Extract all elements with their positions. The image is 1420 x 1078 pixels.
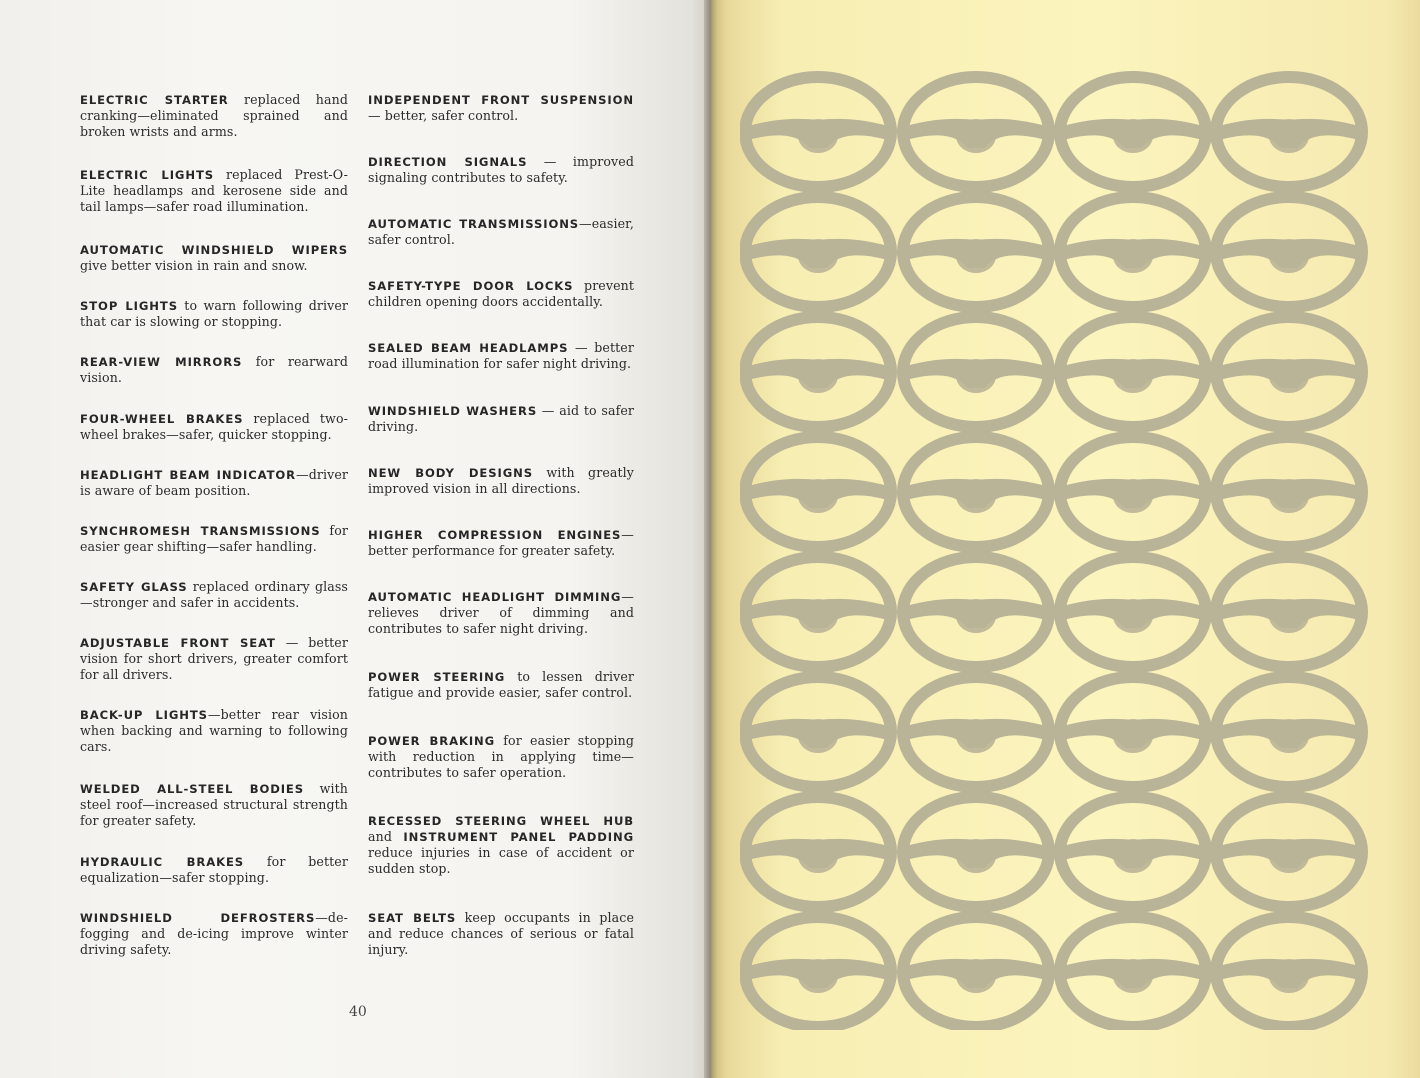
- entry-text: —relieves driver of dimming and contributes to safer night driving.: [368, 589, 634, 636]
- entry-text: to warn following driver that car is slowing or stopping.: [80, 298, 348, 329]
- entry-term: POWER BRAKING: [368, 734, 496, 748]
- list-item: [368, 910, 634, 958]
- entry-term: AUTOMATIC HEADLIGHT DIMMING: [368, 590, 622, 604]
- list-item: [368, 465, 634, 497]
- entry-term: ADJUSTABLE FRONT SEAT: [80, 636, 276, 650]
- entry-text: — better road illumination for safer night driving.: [368, 340, 634, 371]
- entry-text: replaced two-wheel brakes—safer, quicker stopping.: [80, 411, 348, 442]
- entry-text: —easier, safer control.: [368, 216, 634, 247]
- list-item: [368, 278, 634, 310]
- entry-term: WELDED ALL-STEEL BODIES: [80, 782, 305, 796]
- steering-wheel-icon: [745, 437, 891, 547]
- entry-text: and: [368, 829, 404, 844]
- list-item: [80, 523, 348, 555]
- steering-wheel-icon: [903, 677, 1049, 787]
- entry-term: POWER STEERING: [368, 670, 506, 684]
- list-item: [368, 527, 634, 559]
- page-number: 40: [349, 1004, 367, 1020]
- entry-term: WINDSHIELD DEFROSTERS: [80, 911, 316, 925]
- list-item: [80, 579, 348, 611]
- entry-term: INSTRUMENT PANEL PADDING: [403, 830, 634, 844]
- entry-term: HIGHER COMPRESSION ENGINES: [368, 528, 622, 542]
- steering-wheel-icon: [745, 197, 891, 307]
- entry-term: REAR-VIEW MIRRORS: [80, 355, 243, 369]
- steering-wheel-icon: [903, 797, 1049, 907]
- entry-text: replaced ordinary glass —stronger and safer in accidents.: [80, 579, 348, 610]
- entry-text: —de-fogging and de-icing improve winter driving safety.: [80, 910, 348, 957]
- steering-wheel-icon: [903, 197, 1049, 307]
- entry-text: with greatly improved vision in all directions.: [368, 465, 634, 496]
- steering-wheel-icon: [745, 557, 891, 667]
- entry-term: RECESSED STEERING WHEEL HUB: [368, 814, 634, 828]
- steering-wheel-icon: [903, 557, 1049, 667]
- steering-wheel-icon: [1216, 197, 1362, 307]
- entry-term: SEAT BELTS: [368, 911, 457, 925]
- steering-wheel-icon: [1060, 677, 1206, 787]
- list-item: [368, 589, 634, 637]
- book-spine: [704, 0, 718, 1078]
- list-item: [80, 242, 348, 274]
- steering-wheel-icon: [1216, 917, 1362, 1027]
- list-item: [80, 635, 348, 683]
- steering-wheel-icon: [1060, 797, 1206, 907]
- entry-term: SAFETY-TYPE DOOR LOCKS: [368, 279, 574, 293]
- entry-text: replaced Prest-O-Lite headlamps and kerosene side and tail lamps—safer road illumination.: [80, 167, 348, 214]
- steering-wheel-icon: [745, 317, 891, 427]
- list-item: [80, 167, 348, 215]
- list-item: [80, 467, 348, 499]
- entry-term: HYDRAULIC BRAKES: [80, 855, 245, 869]
- steering-wheel-icon: [903, 437, 1049, 547]
- entry-term: SEALED BEAM HEADLAMPS: [368, 341, 569, 355]
- steering-wheel-icon: [903, 77, 1049, 187]
- list-item: [368, 403, 634, 435]
- entry-text: replaced hand cranking—eliminated sprained and broken wrists and arms.: [80, 92, 348, 139]
- entry-text: —driver is aware of beam position.: [80, 467, 348, 498]
- steering-wheel-icon: [1216, 317, 1362, 427]
- entry-term: DIRECTION SIGNALS: [368, 155, 528, 169]
- entry-text: —better rear vision when backing and warning to following cars.: [80, 707, 348, 754]
- steering-wheel-icon: [1060, 317, 1206, 427]
- steering-wheel-icon: [1060, 557, 1206, 667]
- steering-wheel-grid: [740, 62, 1400, 1030]
- steering-wheel-icon: [745, 677, 891, 787]
- steering-wheel-icon: [903, 317, 1049, 427]
- entry-term: HEADLIGHT BEAM INDICATOR: [80, 468, 296, 482]
- entry-text: with steel roof—increased structural strength for greater safety.: [80, 781, 349, 828]
- steering-wheel-icon: [1216, 437, 1362, 547]
- entry-text: — aid to safer driving.: [368, 403, 635, 434]
- steering-wheel-icon: [1060, 437, 1206, 547]
- list-item: [368, 154, 634, 186]
- entry-term: SAFETY GLASS: [80, 580, 188, 594]
- entry-text: give better vision in rain and snow.: [80, 258, 308, 273]
- entry-text: for better equalization—safer stopping.: [80, 854, 348, 885]
- entry-term: SYNCHROMESH TRANSMISSIONS: [80, 524, 321, 538]
- steering-wheel-icon: [1216, 557, 1362, 667]
- entry-term: AUTOMATIC TRANSMISSIONS: [368, 217, 580, 231]
- list-item: [80, 92, 348, 140]
- list-item: [80, 707, 348, 755]
- steering-wheel-icon: [1216, 77, 1362, 187]
- list-item: [80, 354, 348, 386]
- list-item: [80, 298, 348, 330]
- entry-term: INDEPENDENT FRONT SUSPENSION: [368, 93, 634, 107]
- entry-text: — better vision for short drivers, greater comfort for all drivers.: [80, 635, 348, 682]
- list-item: [80, 910, 348, 958]
- list-item: [80, 781, 348, 829]
- list-item: [368, 813, 634, 877]
- entry-text: for easier gear shifting—safer handling.: [80, 523, 348, 554]
- entry-term: FOUR-WHEEL BRAKES: [80, 412, 244, 426]
- entry-text: — improved signaling contributes to safety.: [368, 154, 634, 185]
- entry-text: — better performance for greater safety.: [368, 527, 634, 558]
- entry-term: STOP LIGHTS: [80, 299, 178, 313]
- list-item: [80, 854, 348, 886]
- list-item: [368, 216, 634, 248]
- steering-wheel-icon: [745, 797, 891, 907]
- entry-term: WINDSHIELD WASHERS: [368, 404, 538, 418]
- entry-term: AUTOMATIC WINDSHIELD WIPERS: [80, 243, 348, 257]
- entry-text: keep occupants in place and reduce chances of serious or fatal injury.: [368, 910, 634, 957]
- entry-term: NEW BODY DESIGNS: [368, 466, 533, 480]
- entry-text: prevent children opening doors accidentally.: [368, 278, 635, 309]
- steering-wheel-icon: [1060, 77, 1206, 187]
- steering-wheel-icon: [1216, 677, 1362, 787]
- list-item: [368, 733, 634, 781]
- steering-wheel-icon: [1060, 917, 1206, 1027]
- list-item: [368, 92, 634, 124]
- entry-text: for rearward vision.: [80, 354, 348, 385]
- entry-text: — better, safer control.: [368, 108, 519, 123]
- steering-wheel-icon: [745, 917, 891, 1027]
- entry-term: ELECTRIC LIGHTS: [80, 168, 214, 182]
- steering-wheel-icon: [745, 77, 891, 187]
- steering-wheel-icon: [903, 917, 1049, 1027]
- steering-wheel-icon: [1060, 197, 1206, 307]
- steering-wheel-pattern: [740, 62, 1400, 1030]
- entry-text: to lessen driver fatigue and provide easier, safer control.: [368, 669, 634, 700]
- list-item: [368, 669, 634, 701]
- entry-term: ELECTRIC STARTER: [80, 93, 229, 107]
- entry-text: for easier stopping with reduction in applying time—contributes to safer operation.: [368, 733, 634, 780]
- steering-wheel-icon: [1216, 797, 1362, 907]
- list-item: [368, 340, 634, 372]
- entry-text: reduce injuries in case of accident or sudden stop.: [368, 845, 634, 876]
- entry-term: BACK-UP LIGHTS: [80, 708, 208, 722]
- list-item: [80, 411, 348, 443]
